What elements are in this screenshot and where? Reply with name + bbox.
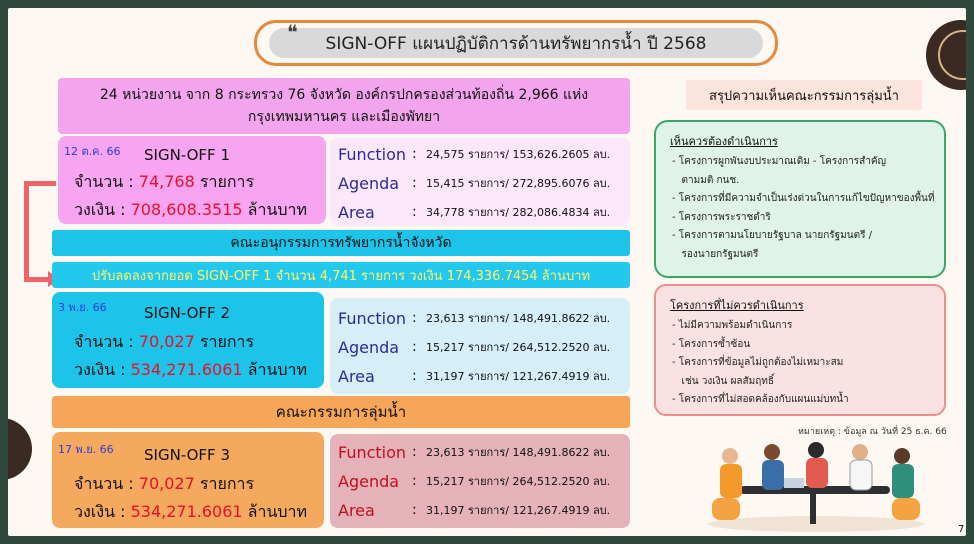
signoff-1-card <box>58 136 326 224</box>
moon-decoration-left <box>8 418 32 480</box>
list-item: รองนายกรัฐมนตรี <box>672 248 759 260</box>
meeting-illustration <box>692 436 940 532</box>
arrow-connector-vertical <box>24 183 29 281</box>
breakdown-row-area: Area : 31,197 รายการ/ 121,267.4919 ลบ. <box>330 496 630 524</box>
signoff-3-card <box>52 432 324 528</box>
breakdown-row-function: Function : 23,613 รายการ/ 148,491.8622 ลบ. <box>330 304 630 332</box>
summary-line-2: กรุงเทพมหานคร และเมืองพัทยา <box>247 109 441 125</box>
list-item: เช่น วงเงิน ผลสัมฤทธิ์ <box>672 375 775 387</box>
count-value: 70,027 <box>138 474 195 493</box>
row-value: 31,197 รายการ/ 121,267.4919 ลบ. <box>426 370 611 383</box>
list-item: - โครงการผูกพันงบประมาณเดิม - โครงการสำคัญ <box>672 156 887 167</box>
list-item: - ไม่มีความพร้อมดำเนินการ <box>672 320 793 331</box>
signoff-budget-line <box>74 198 307 223</box>
signoff-budget-line <box>74 500 307 525</box>
budget-unit: ล้านบาท <box>247 360 308 379</box>
data-note: หมายเหตุ : ข้อมูล ณ วันที่ 25 ธ.ค. 66 <box>798 427 947 437</box>
signoff-title: SIGN-OFF 2 <box>144 304 230 322</box>
breakdown-row-function: Function : 23,613 รายการ/ 148,491.8622 ลบ. <box>330 438 630 466</box>
list-item: - โครงการตามนโยบายรัฐบาล นายกรัฐมนตรี / <box>672 230 872 241</box>
signoff-count-line <box>74 472 254 497</box>
list-item: ตามมติ กนช. <box>672 174 740 186</box>
should-not-box <box>654 284 946 416</box>
signoff-3-breakdown <box>330 434 630 528</box>
budget-unit: ล้านบาท <box>247 502 308 521</box>
budget-label: วงเงิน : <box>74 360 126 379</box>
row-key: Agenda <box>338 337 400 357</box>
signoff-count-line <box>74 170 254 195</box>
row-key: Area <box>338 500 375 520</box>
count-unit: รายการ <box>199 332 255 351</box>
signoff-title: SIGN-OFF 1 <box>144 146 230 164</box>
adjustment-bar: ปรับลดลงจากยอด SIGN-OFF 1 จำนวน 4,741 รายการ วงเงิน 174,336.7454 ล้านบาท <box>52 262 630 288</box>
signoff-date: 12 ต.ค. 66 <box>64 145 121 158</box>
count-value: 74,768 <box>138 172 195 191</box>
signoff-title: SIGN-OFF 3 <box>144 446 230 464</box>
should-not-list <box>672 317 944 410</box>
list-item: - โครงการที่มีความจำเป็นเร่งด่วนในการแก้ไขปัญหาของพื้นที่ <box>672 193 935 204</box>
row-key: Function <box>338 442 407 462</box>
budget-unit: ล้านบาท <box>247 200 308 219</box>
signoff-budget-line <box>74 358 307 383</box>
budget-label: วงเงิน : <box>74 502 126 521</box>
title-frame <box>254 20 778 66</box>
signoff-date: 17 พ.ย. 66 <box>58 443 114 456</box>
count-label: จำนวน : <box>74 172 134 191</box>
should-do-list <box>672 153 944 264</box>
quote-icon: ❝ <box>287 20 298 44</box>
list-item: - โครงการซ้ำซ้อน <box>672 338 751 350</box>
row-key: Function <box>338 144 407 164</box>
breakdown-row-area: Area : 31,197 รายการ/ 121,267.4919 ลบ. <box>330 362 630 390</box>
row-key: Area <box>338 366 375 386</box>
row-key: Agenda <box>338 471 400 491</box>
breakdown-row-agenda: Agenda : 15,415 รายการ/ 272,895.6076 ลบ. <box>330 169 630 197</box>
list-item: - โครงการพระราชดำริ <box>672 211 771 223</box>
row-key: Area <box>338 202 375 222</box>
summary-box <box>58 78 630 134</box>
should-do-box <box>654 120 946 278</box>
list-item: - โครงการที่ไม่สอดคล้องกับแผนแม่บทน้ำ <box>672 394 849 405</box>
provincial-committee-bar: คณะอนุกรรมการทรัพยากรน้ำจังหวัด <box>52 230 630 256</box>
row-key: Agenda <box>338 173 400 193</box>
signoff-2-card <box>52 292 324 388</box>
row-value: 24,575 รายการ/ 153,626.2605 ลบ. <box>426 148 611 161</box>
row-value: 23,613 รายการ/ 148,491.8622 ลบ. <box>426 312 611 325</box>
should-not-heading: โครงการที่ไม่ควรดำเนินการ <box>670 299 804 312</box>
row-key: Function <box>338 308 407 328</box>
count-unit: รายการ <box>199 172 255 191</box>
slide <box>8 8 966 536</box>
row-value: 15,415 รายการ/ 272,895.6076 ลบ. <box>426 177 611 190</box>
row-value: 31,197 รายการ/ 121,267.4919 ลบ. <box>426 504 611 517</box>
count-label: จำนวน : <box>74 332 134 351</box>
arrow-connector-bottom <box>24 277 50 282</box>
basin-committee-bar: คณะกรรมการลุ่มน้ำ <box>52 396 630 428</box>
page-title: SIGN-OFF แผนปฏิบัติการด้านทรัพยากรน้ำ ปี 2568 <box>269 28 763 58</box>
breakdown-row-agenda: Agenda : 15,217 รายการ/ 264,512.2520 ลบ. <box>330 333 630 361</box>
signoff-2-breakdown <box>330 298 630 394</box>
summary-line-1: 24 หน่วยงาน จาก 8 กระทรวง 76 จังหวัด องค์กรปกครองส่วนท้องถิ่น 2,966 แห่ง <box>99 87 589 103</box>
signoff-date: 3 พ.ย. 66 <box>58 301 107 314</box>
opinion-summary-title: สรุปความเห็นคณะกรรมการลุ่มน้ำ <box>686 80 922 110</box>
should-do-heading: เห็นควรต้องดำเนินการ <box>670 135 778 148</box>
budget-label: วงเงิน : <box>74 200 126 219</box>
breakdown-row-function: Function : 24,575 รายการ/ 153,626.2605 ลบ. <box>330 140 630 168</box>
count-unit: รายการ <box>199 474 255 493</box>
signoff-count-line <box>74 330 254 355</box>
row-value: 15,217 รายการ/ 264,512.2520 ลบ. <box>426 341 611 354</box>
budget-value: 534,271.6061 <box>130 502 243 521</box>
budget-value: 534,271.6061 <box>130 360 243 379</box>
count-value: 70,027 <box>138 332 195 351</box>
breakdown-row-area: Area : 34,778 รายการ/ 282,086.4834 ลบ. <box>330 198 630 226</box>
breakdown-row-agenda: Agenda : 15,217 รายการ/ 264,512.2520 ลบ. <box>330 467 630 495</box>
page-number: 7 <box>958 524 965 535</box>
row-value: 23,613 รายการ/ 148,491.8622 ลบ. <box>426 446 611 459</box>
budget-value: 708,608.3515 <box>130 200 243 219</box>
list-item: - โครงการที่ข้อมูลไม่ถูกต้องไม่เหมาะสม <box>672 357 844 368</box>
row-value: 15,217 รายการ/ 264,512.2520 ลบ. <box>426 475 611 488</box>
signoff-1-breakdown <box>330 138 630 226</box>
count-label: จำนวน : <box>74 474 134 493</box>
row-value: 34,778 รายการ/ 282,086.4834 ลบ. <box>426 206 611 219</box>
